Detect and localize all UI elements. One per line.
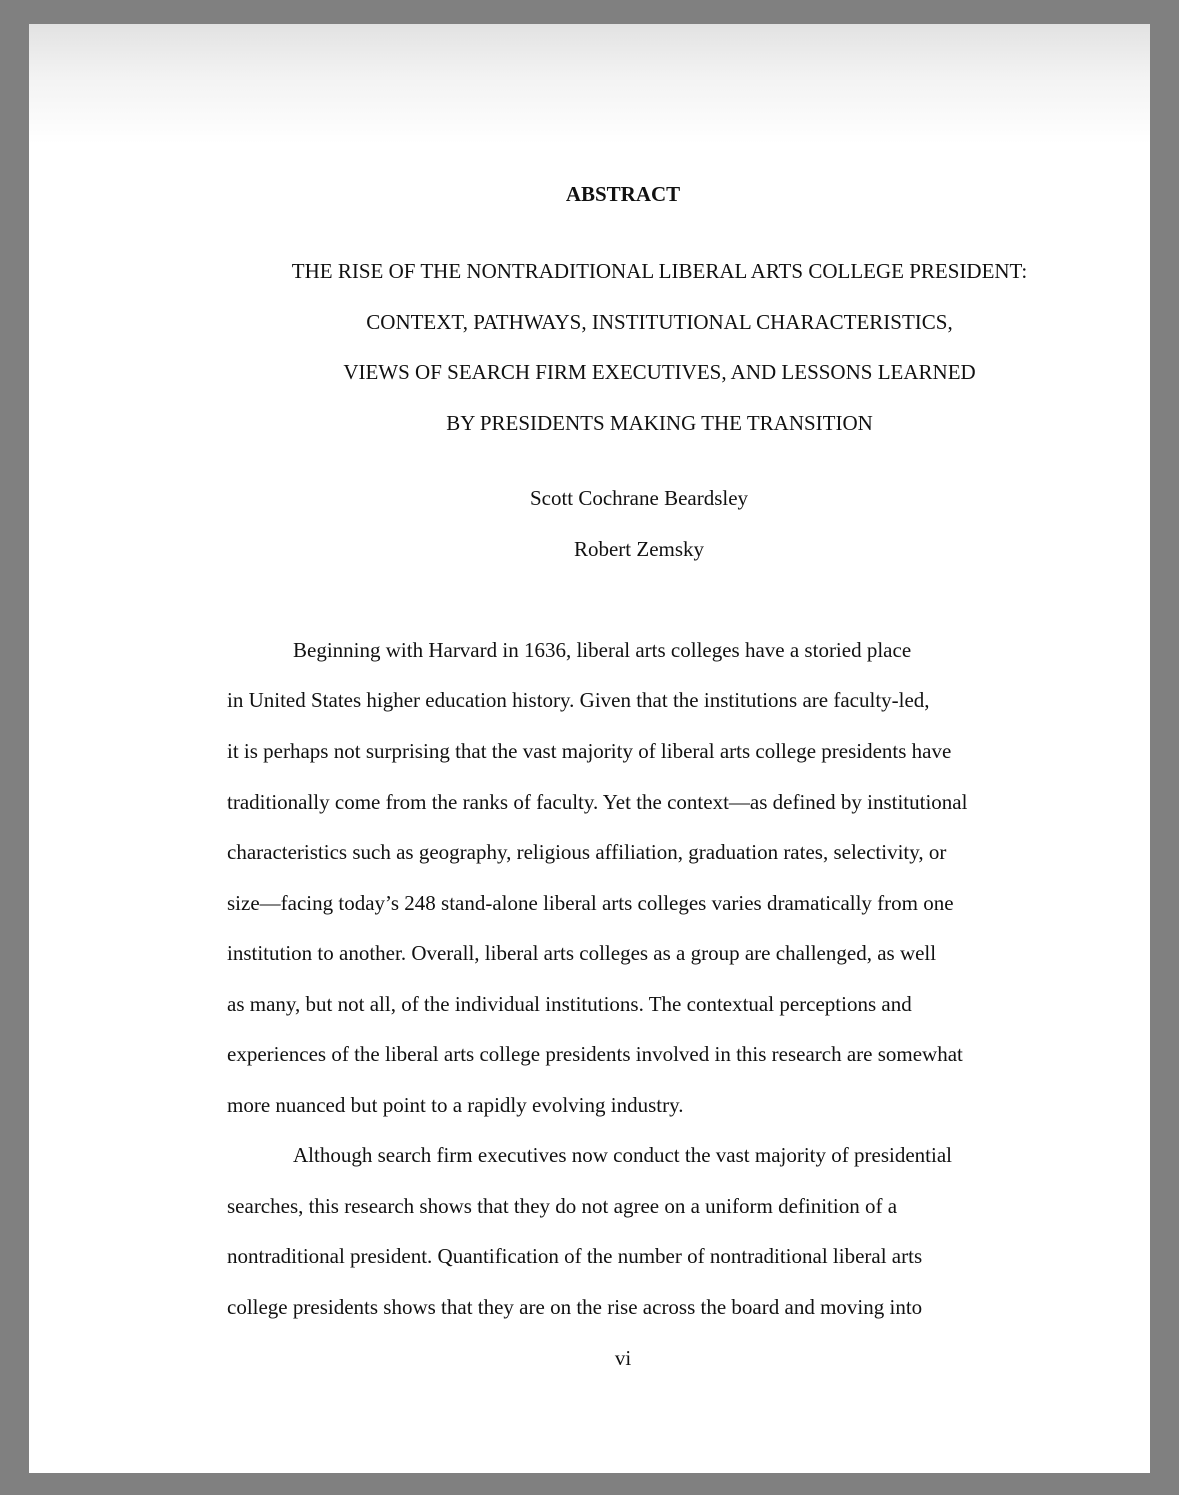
paragraph1-line: more nuanced but point to a rapidly evolving industry. bbox=[227, 1093, 684, 1117]
paragraph1-line: size—facing today’s 248 stand-alone liberal arts colleges varies dramatically from one bbox=[227, 891, 954, 915]
document-page bbox=[29, 24, 1150, 1473]
page-number: vi bbox=[614, 1346, 632, 1370]
paragraph1-line: institution to another. Overall, liberal arts colleges as a group are challenged, as well bbox=[227, 941, 937, 965]
paragraph2-line: searches, this research shows that they do not agree on a uniform definition of a bbox=[227, 1194, 898, 1218]
paragraph2-line: college presidents shows that they are on the rise across the board and moving into bbox=[227, 1295, 923, 1319]
title-line-4: BY PRESIDENTS MAKING THE TRANSITION bbox=[446, 411, 873, 435]
author-name: Scott Cochrane Beardsley bbox=[529, 486, 749, 510]
paragraph2-line: nontraditional president. Quantification of the number of nontraditional liberal arts bbox=[227, 1244, 923, 1268]
page-top-shading bbox=[29, 24, 1150, 144]
paragraph1-line: Beginning with Harvard in 1636, liberal arts colleges have a storied place bbox=[293, 638, 912, 662]
paragraph1-line: experiences of the liberal arts college presidents involved in this research are somewhat bbox=[227, 1042, 963, 1066]
paragraph1-line: in United States higher education history. Given that the institutions are faculty-led, bbox=[227, 688, 930, 712]
paragraph1-line: traditionally come from the ranks of faculty. Yet the context—as defined by institutional bbox=[227, 790, 968, 814]
title-line-1: THE RISE OF THE NONTRADITIONAL LIBERAL ARTS COLLEGE PRESIDENT: bbox=[291, 259, 1028, 283]
title-line-3: VIEWS OF SEARCH FIRM EXECUTIVES, AND LESSONS LEARNED bbox=[343, 360, 976, 384]
paragraph1-line: it is perhaps not surprising that the vast majority of liberal arts college presidents have bbox=[227, 739, 952, 763]
abstract-heading: ABSTRACT bbox=[565, 182, 681, 206]
paragraph1-line: characteristics such as geography, religious affiliation, graduation rates, selectivity, or bbox=[227, 840, 947, 864]
supervisor-name: Robert Zemsky bbox=[573, 537, 705, 561]
paragraph2-line: Although search firm executives now conduct the vast majority of presidential bbox=[293, 1143, 952, 1167]
paragraph1-line: as many, but not all, of the individual institutions. The contextual perceptions and bbox=[227, 992, 912, 1016]
title-line-2: CONTEXT, PATHWAYS, INSTITUTIONAL CHARACTERISTICS, bbox=[366, 310, 953, 334]
